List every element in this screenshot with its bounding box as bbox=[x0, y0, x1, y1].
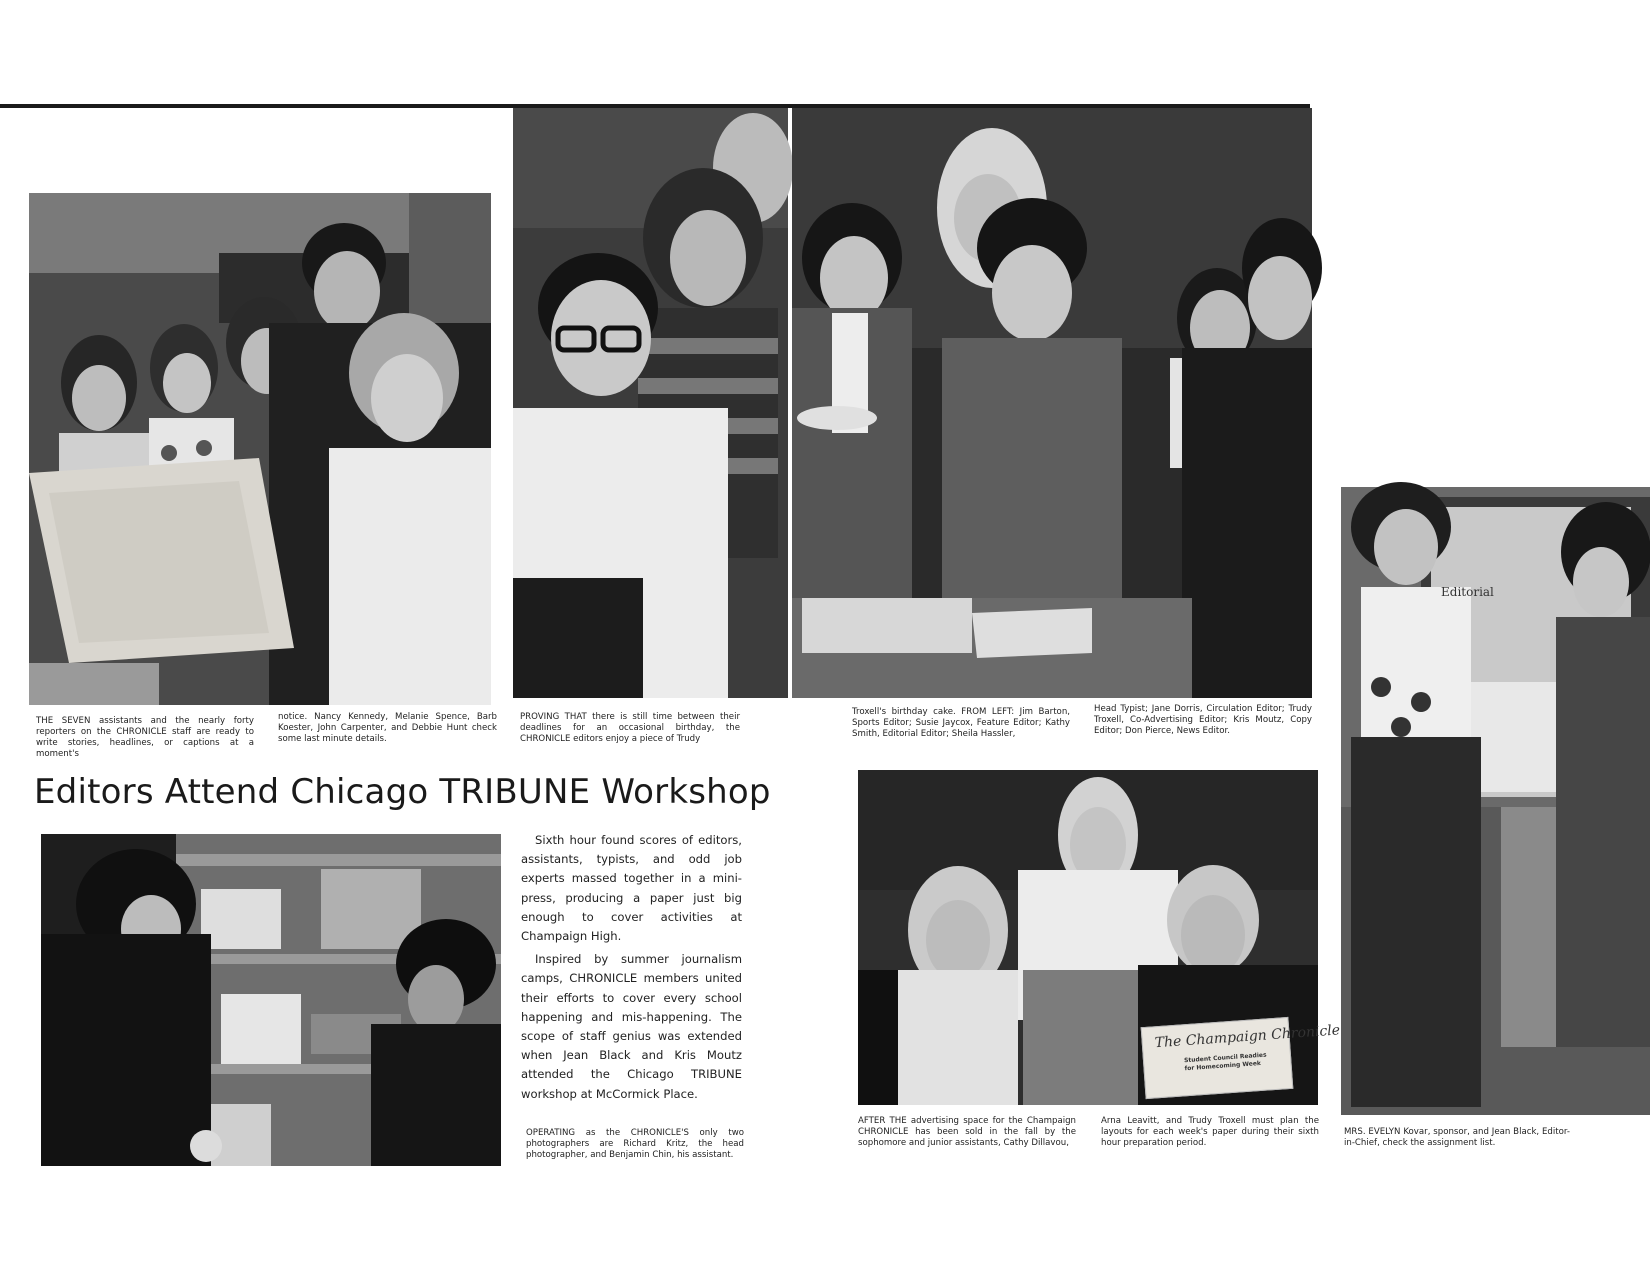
newspaper-subtitle: Student Council Readies for Homecoming Week bbox=[1183, 1051, 1267, 1073]
bulletin-board-label: Editorial bbox=[1441, 585, 1494, 599]
sponsor-caption: MRS. EVELYN Kovar, sponsor, and Jean Black, Editor-in-Chief, check the assignment list. bbox=[1344, 1127, 1570, 1148]
page-headline: Editors Attend Chicago TRIBUNE Workshop bbox=[34, 772, 771, 812]
article-paragraph: Sixth hour found scores of editors, assistants, typists, and odd job experts massed together in a mini-press, producing a paper just big enough to cover activities at Champaign High. bbox=[521, 833, 742, 944]
article-body bbox=[521, 831, 742, 1104]
birthday-photo-left bbox=[513, 108, 788, 698]
staff-caption-left: THE SEVEN assistants and the nearly forty reporters on the CHRONICLE staff are ready to write stories, headlines, or captions at a moment's bbox=[36, 716, 254, 759]
newspaper-title: The Champaign Chronicle bbox=[1154, 1022, 1341, 1052]
birthday-caption-2: Troxell's birthday cake. FROM LEFT: Jim Barton, Sports Editor; Susie Jaycox, Feature Editor; Kathy Smith, Editorial Editor; Sheila Hassler, bbox=[852, 707, 1070, 739]
birthday-caption-1: PROVING THAT there is still time between their deadlines for an occasional birthday, the CHRONICLE editors enjoy a piece of Trudy bbox=[520, 712, 740, 744]
sponsor-photo bbox=[1341, 487, 1650, 1115]
newspaper-prop bbox=[1141, 1017, 1341, 1099]
advertising-caption-left: AFTER THE advertising space for the Champaign CHRONICLE has been sold in the fall by the sophomore and junior assistants, Cathy Dillavou, bbox=[858, 1116, 1076, 1148]
advertising-caption-right: Arna Leavitt, and Trudy Troxell must plan the layouts for each week's paper during their sixth hour preparation period. bbox=[1101, 1116, 1319, 1148]
photographers-caption: OPERATING as the CHRONICLE'S only two photographers are Richard Kritz, the head photographer, and Benjamin Chin, his assistant. bbox=[526, 1128, 744, 1160]
article-paragraph: Inspired by summer journalism camps, CHRONICLE members united their efforts to cover every school happening and mis-happening. The scope of staff genius was extended when Jean Black and Kris Moutz attended the Chicago TRIBUNE workshop at McCormick Place. bbox=[521, 952, 742, 1101]
photographers-photo bbox=[41, 834, 501, 1166]
staff-caption-right: notice. Nancy Kennedy, Melanie Spence, Barb Koester, John Carpenter, and Debbie Hunt check some last minute details. bbox=[278, 712, 497, 744]
birthday-caption-3: Head Typist; Jane Dorris, Circulation Editor; Trudy Troxell, Co-Advertising Editor; Kris Moutz, Copy Editor; Don Pierce, News Editor. bbox=[1094, 704, 1312, 736]
staff-photo bbox=[29, 193, 491, 705]
advertising-photo bbox=[858, 770, 1341, 1105]
birthday-photo-right bbox=[792, 108, 1312, 698]
